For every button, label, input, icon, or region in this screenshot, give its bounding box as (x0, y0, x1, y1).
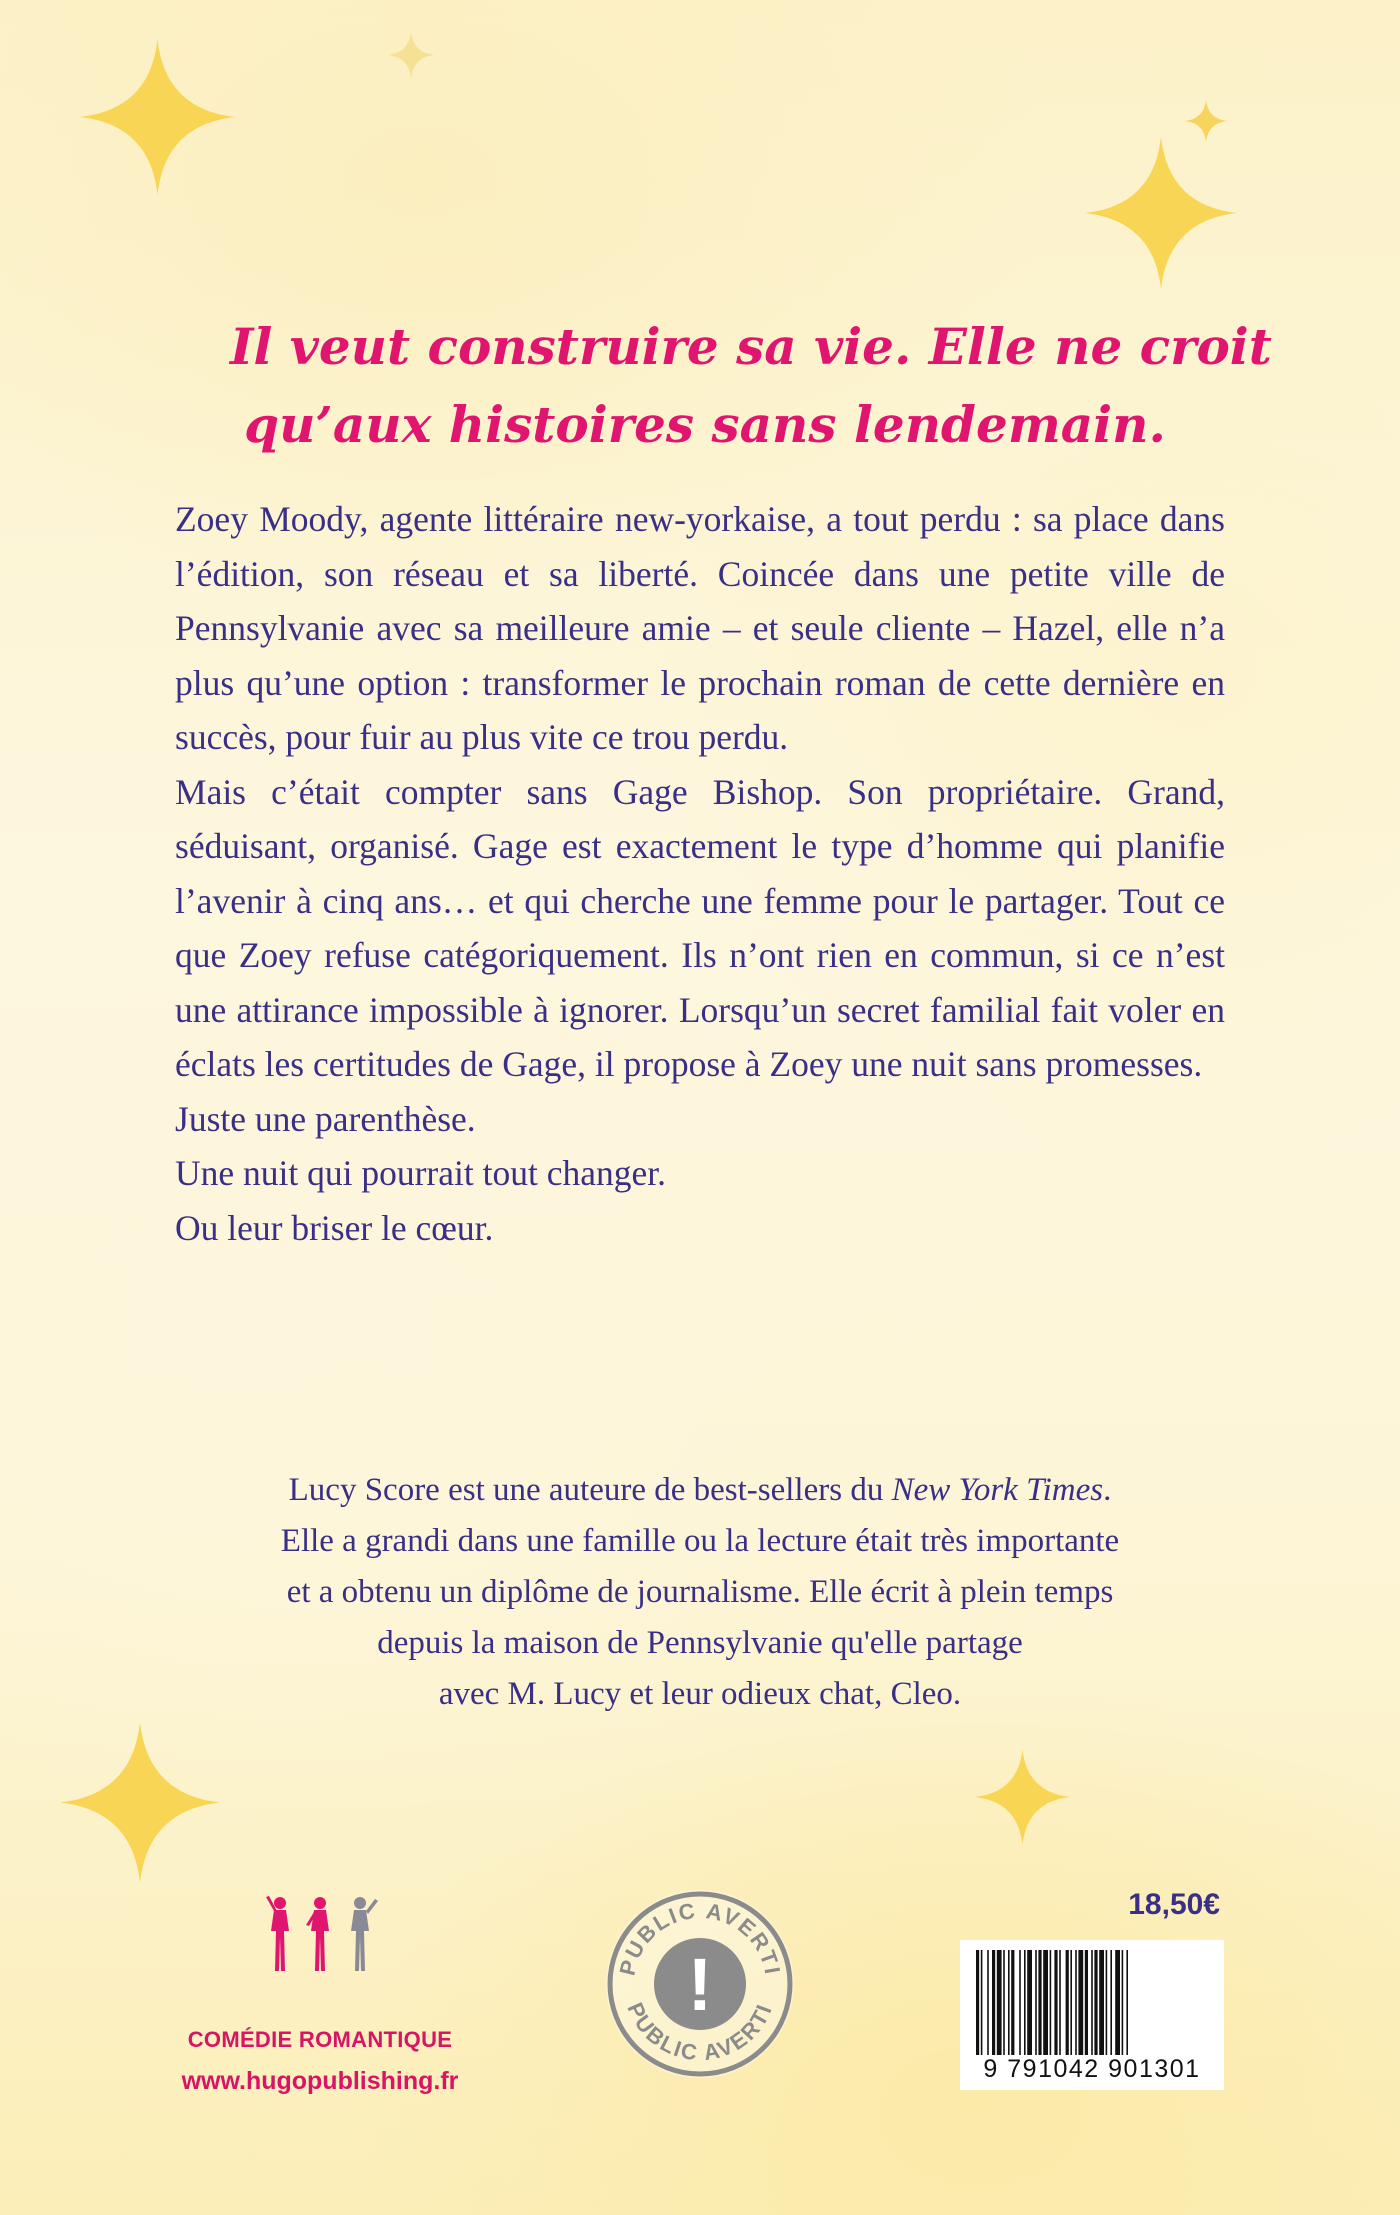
barcode-bar (1050, 1950, 1052, 2055)
bio-line-4: depuis la maison de Pennsylvanie qu'elle partage (377, 1625, 1023, 1661)
book-blurb (175, 492, 1225, 1255)
sparkle-icon (388, 26, 434, 84)
blurb-paragraph-2: Mais c’était compter sans Gage Bishop. Son propriétaire. Grand, séduisant, organisé. Gage est exactement le type d’homme qui planifie l’avenir à cinq ans… et qui cherche une femme pour le partager. Tout ce que Zoey refuse catégoriquement. Ils n’ont rien en commun, si ce n’est une attirance impossible à ignorer. Lorsqu’un secret familial fait voler en éclats les certitudes de Gage, il propose à Zoey une nuit sans promesses. (175, 771, 1225, 1084)
tagline-line-2: qu’aux histoires sans lendemain. (244, 395, 1166, 454)
public-averti-badge (604, 1888, 796, 2080)
barcode-bar (1011, 1950, 1014, 2055)
bio-line-1 (150, 1465, 1250, 1516)
barcode-bar (1070, 1950, 1072, 2055)
bio-line-5: avec M. Lucy et leur odieux chat, Cleo. (438, 1676, 962, 1712)
barcode-bar (1035, 1950, 1037, 2055)
bio-line-1-prefix: Lucy Score est une auteure de best-sellers du (288, 1472, 892, 1508)
sparkle-icon (60, 1700, 220, 1905)
barcode-bar (1115, 1950, 1120, 2055)
barcode-bar (1066, 1950, 1069, 2055)
barcode-bar (1106, 1950, 1108, 2055)
warning-exclamation-icon: ! (687, 1943, 713, 2026)
barcode-bar (1054, 1950, 1057, 2055)
blurb-paragraph-1: Zoey Moody, agente littéraire new-yorkaise, a tout perdu : sa place dans l’édition, son réseau et sa liberté. Coincée dans une petite ville de Pennsylvanie avec sa meilleure amie – et seule cliente – Hazel, elle n’a plus qu’une option : transformer le prochain roman de cette dernière en succès, pour fuir au plus vite ce trou perdu. (175, 499, 1225, 757)
barcode-bar (1027, 1950, 1032, 2055)
barcode-bar (1038, 1950, 1041, 2055)
barcode (960, 1940, 1224, 2090)
badge-text-top: PUBLIC AVERTI (614, 1897, 786, 1978)
sparkle-icon (1085, 118, 1237, 308)
genre-label: COMÉDIE ROMANTIQUE (187, 2027, 453, 2052)
bio-line-3: et a obtenu un diplôme de journalisme. Elle écrit à plein temps (286, 1574, 1114, 1610)
barcode-bar (1003, 1950, 1005, 2055)
price-label: 18,50€ (1128, 1888, 1220, 1921)
barcode-bar (1043, 1950, 1048, 2055)
blurb-line-3: Juste une parenthèse. (175, 1098, 476, 1139)
barcode-bars (972, 1950, 1212, 2055)
barcode-bar (1122, 1950, 1124, 2055)
tagline-line-1: Il veut construire sa vie. Elle ne croit (230, 317, 1272, 376)
barcode-bar (1075, 1950, 1077, 2055)
barcode-bar (1110, 1950, 1112, 2055)
barcode-bar (1091, 1950, 1093, 2055)
barcode-bar (1099, 1950, 1104, 2055)
bio-line-1-suffix: . (1103, 1472, 1112, 1508)
blurb-line-4: Une nuit qui pourrait tout changer. (175, 1153, 666, 1193)
barcode-bar (1094, 1950, 1097, 2055)
barcode-bar (1059, 1950, 1061, 2055)
isbn-number: 9 791042 901301 (983, 2055, 1201, 2083)
barcode-bar (1085, 1950, 1088, 2055)
barcode-bar (981, 1950, 983, 2055)
sparkle-icon (80, 22, 235, 212)
barcode-bar (1008, 1950, 1010, 2055)
barcode-bar (987, 1950, 989, 2055)
bio-line-2: Elle a grandi dans une famille ou la lecture était très importante (280, 1523, 1120, 1559)
publisher-website-link[interactable]: www.hugopublishing.fr (181, 2067, 459, 2095)
blurb-line-5: Ou leur briser le cœur. (175, 1207, 494, 1248)
barcode-bar (1024, 1950, 1026, 2055)
author-bio (150, 1465, 1250, 1720)
badge-text-bottom: PUBLIC AVERTI (622, 1998, 778, 2066)
barcode-bar (1019, 1950, 1021, 2055)
barcode-bar (1078, 1950, 1083, 2055)
barcode-bar (976, 1950, 979, 2055)
barcode-bar (997, 1950, 1002, 2055)
tagline (230, 308, 1272, 464)
three-women-silhouettes-icon (262, 1895, 382, 1973)
bio-newspaper-title: New York Times (891, 1472, 1104, 1508)
sparkle-icon (975, 1738, 1070, 1856)
barcode-bar (1126, 1950, 1128, 2055)
barcode-bar (992, 1950, 995, 2055)
